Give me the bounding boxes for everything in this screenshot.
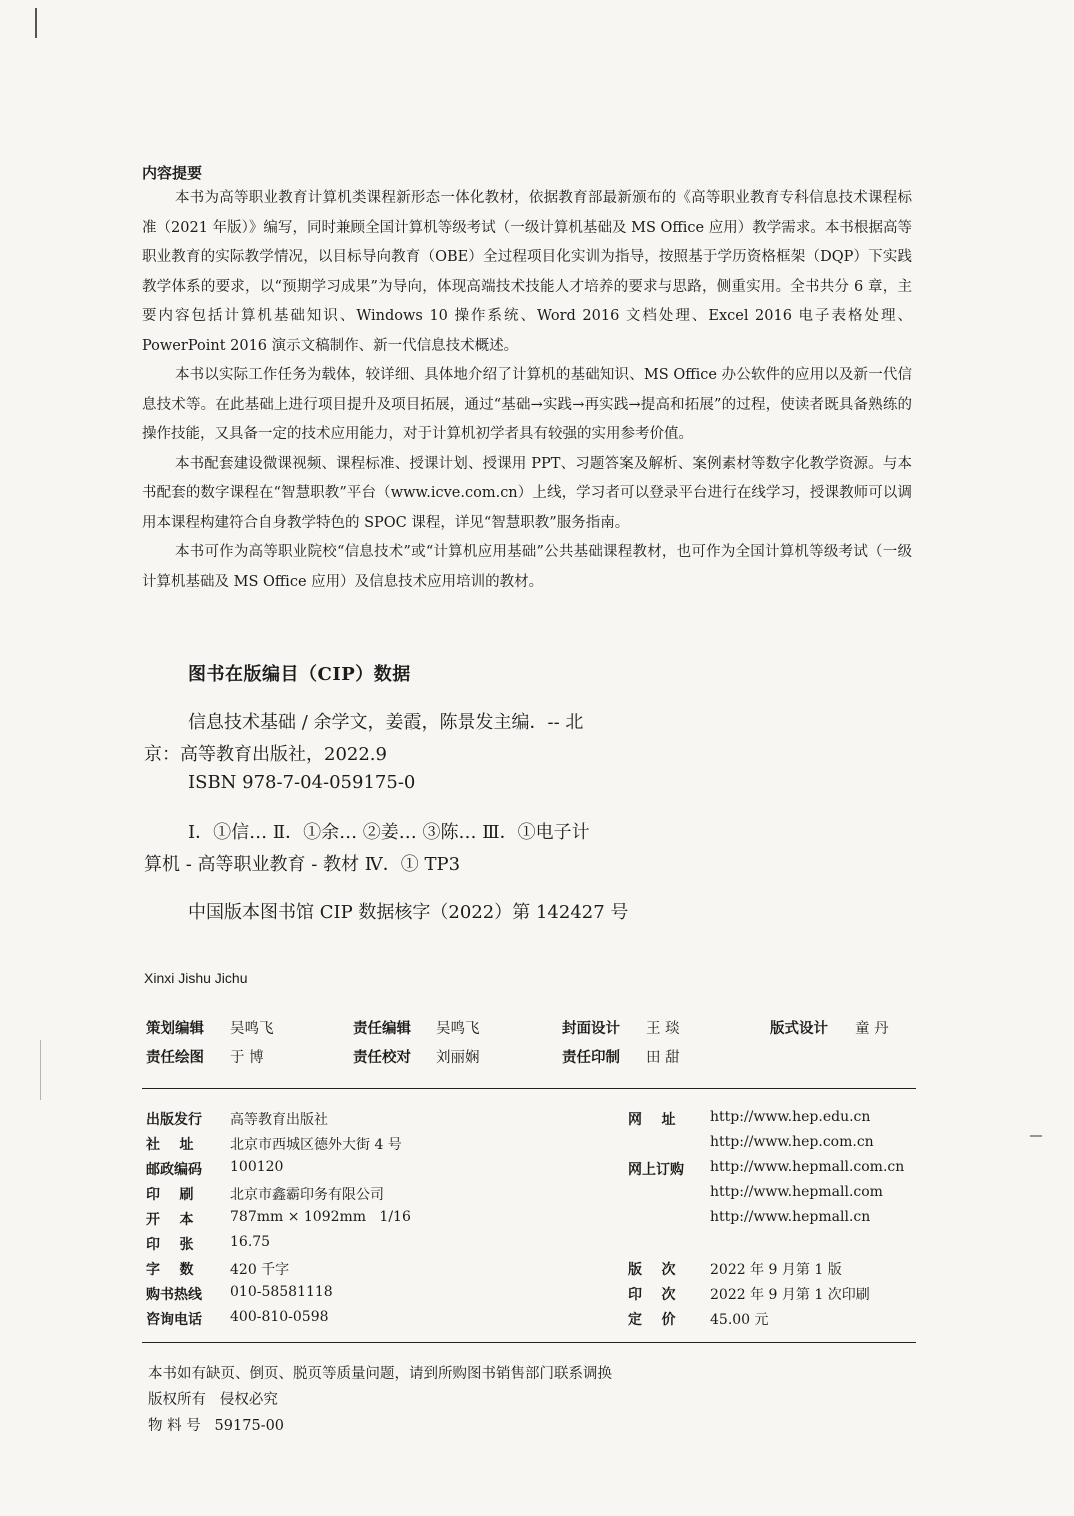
staff-value: 吴鸣飞 bbox=[436, 1021, 480, 1037]
intro-body bbox=[142, 184, 912, 597]
pub-label: 印 刷 bbox=[146, 1187, 194, 1203]
staff-value: 王 琰 bbox=[646, 1021, 680, 1037]
printing-label: 印 次 bbox=[628, 1287, 676, 1303]
pub-value: 北京市西城区德外大街 4 号 bbox=[230, 1137, 402, 1153]
web-url: http://www.hep.edu.cn bbox=[710, 1109, 871, 1125]
pub-value: 010-58581118 bbox=[230, 1284, 333, 1300]
pub-label: 字 数 bbox=[146, 1262, 194, 1278]
staff-value: 田 甜 bbox=[646, 1050, 680, 1066]
scan-mark-left bbox=[40, 1040, 41, 1100]
web-label: 网 址 bbox=[628, 1112, 676, 1128]
order-label: 网上订购 bbox=[628, 1162, 684, 1178]
divider-top bbox=[142, 1088, 916, 1089]
staff-label: 责任编辑 bbox=[353, 1020, 411, 1037]
edition-value: 2022 年 9 月第 1 版 bbox=[710, 1262, 842, 1278]
staff-value: 吴鸣飞 bbox=[230, 1021, 274, 1037]
staff-value: 刘丽娴 bbox=[436, 1050, 480, 1066]
pub-label: 邮政编码 bbox=[146, 1162, 202, 1178]
pub-value: 16.75 bbox=[230, 1234, 271, 1250]
order-url: http://www.hepmall.com bbox=[710, 1184, 883, 1200]
material-number: 物 料 号 59175-00 bbox=[148, 1418, 285, 1434]
staff-label: 责任绘图 bbox=[146, 1049, 204, 1066]
pub-label: 开 本 bbox=[146, 1212, 194, 1228]
cip-line-6: 中国版本图书馆 CIP 数据核字（2022）第 142427 号 bbox=[188, 902, 629, 923]
price-label: 定 价 bbox=[628, 1312, 676, 1328]
pub-label: 印 张 bbox=[146, 1237, 194, 1253]
staff-label: 责任印制 bbox=[562, 1049, 620, 1066]
staff-label: 策划编辑 bbox=[146, 1020, 204, 1037]
order-url: http://www.hepmall.cn bbox=[710, 1209, 871, 1225]
staff-label: 责任校对 bbox=[353, 1049, 411, 1066]
pub-value: 高等教育出版社 bbox=[230, 1112, 328, 1128]
intro-paragraph: 本书为高等职业教育计算机类课程新形态一体化教材，依据教育部最新颁布的《高等职业教育专科信息技术课程标准（2021 年版）》编写，同时兼顾全国计算机等级考试（一级计算机基础及 MS Office 应用）教学需求。本书根据高等职业教育的实际教学情况，以目标导向教育（OBE）全过程项目化实训为指导，按照基于学历资格框架（DQP）下实践教学体系的要求，以“预期学习成果”为导向，体现高端技术技能人才培养的要求与思路，侧重实用。全书共分 6 章，主要内容包括计算机基础知识、Windows 10 操作系统、Word 2016 文档处理、Excel 2016 电子表格处理、PowerPoint 2016 演示文稿制作、新一代信息技术概述。 bbox=[142, 190, 912, 354]
pub-label: 社 址 bbox=[146, 1137, 194, 1153]
cip-line-5: 算机 - 高等职业教育 - 教材 Ⅳ．① TP3 bbox=[144, 854, 461, 875]
scan-mark-top bbox=[35, 8, 37, 38]
quality-notice: 本书如有缺页、倒页、脱页等质量问题，请到所购图书销售部门联系调换 bbox=[148, 1366, 612, 1382]
web-url: http://www.hep.com.cn bbox=[710, 1134, 874, 1150]
price-value: 45.00 元 bbox=[710, 1312, 769, 1328]
staff-label: 版式设计 bbox=[770, 1020, 828, 1037]
order-url: http://www.hepmall.com.cn bbox=[710, 1159, 905, 1175]
cip-line-2: 京：高等教育出版社，2022.9 bbox=[144, 744, 387, 765]
pub-value: 北京市鑫霸印务有限公司 bbox=[230, 1187, 384, 1203]
rights-notice: 版权所有 侵权必究 bbox=[148, 1392, 278, 1408]
staff-value: 于 博 bbox=[230, 1050, 264, 1066]
cip-line-1: 信息技术基础 / 余学文，姜霞，陈景发主编．-- 北 bbox=[188, 712, 584, 733]
pub-label: 咨询电话 bbox=[146, 1312, 202, 1328]
printing-value: 2022 年 9 月第 1 次印刷 bbox=[710, 1287, 870, 1303]
pub-value: 420 千字 bbox=[230, 1262, 290, 1278]
staff-label: 封面设计 bbox=[562, 1020, 620, 1037]
pinyin-title: Xinxi Jishu Jichu bbox=[144, 970, 248, 986]
staff-value: 童 丹 bbox=[855, 1021, 889, 1037]
edition-label: 版 次 bbox=[628, 1262, 676, 1278]
intro-paragraph: 本书以实际工作任务为载体，较详细、具体地介绍了计算机的基础知识、MS Office 办公软件的应用以及新一代信息技术等。在此基础上进行项目提升及项目拓展，通过“基础→实践→再实践→提高和拓展”的过程，使读者既具备熟练的操作技能，又具备一定的技术应用能力，对于计算机初学者具有较强的实用参考价值。 bbox=[142, 367, 912, 442]
intro-paragraph: 本书配套建设微课视频、课程标准、授课计划、授课用 PPT、习题答案及解析、案例素材等数字化教学资源。与本书配套的数字课程在“智慧职教”平台（www.icve.com.cn）上线，学习者可以登录平台进行在线学习，授课教师可以调用本课程构建符合自身教学特色的 SPOC 课程，详见“智慧职教”服务指南。 bbox=[142, 455, 912, 531]
divider-bottom bbox=[142, 1342, 916, 1343]
intro-paragraph: 本书可作为高等职业院校“信息技术”或“计算机应用基础”公共基础课程教材，也可作为全国计算机等级考试（一级计算机基础及 MS Office 应用）及信息技术应用培训的教材。 bbox=[142, 544, 912, 590]
pub-value: 400-810-0598 bbox=[230, 1309, 329, 1325]
pub-label: 购书热线 bbox=[146, 1287, 202, 1303]
cip-line-4: Ⅰ．①信… Ⅱ．①余… ②姜… ③陈… Ⅲ．①电子计 bbox=[188, 822, 590, 843]
cip-isbn: ISBN 978-7-04-059175-0 bbox=[188, 772, 416, 793]
pub-value: 787mm × 1092mm 1/16 bbox=[230, 1209, 411, 1225]
scan-mark-right bbox=[1030, 1135, 1042, 1137]
intro-title: 内容提要 bbox=[142, 164, 203, 182]
pub-value: 100120 bbox=[230, 1159, 284, 1175]
cip-title: 图书在版编目（CIP）数据 bbox=[188, 664, 411, 685]
pub-label: 出版发行 bbox=[146, 1112, 202, 1128]
